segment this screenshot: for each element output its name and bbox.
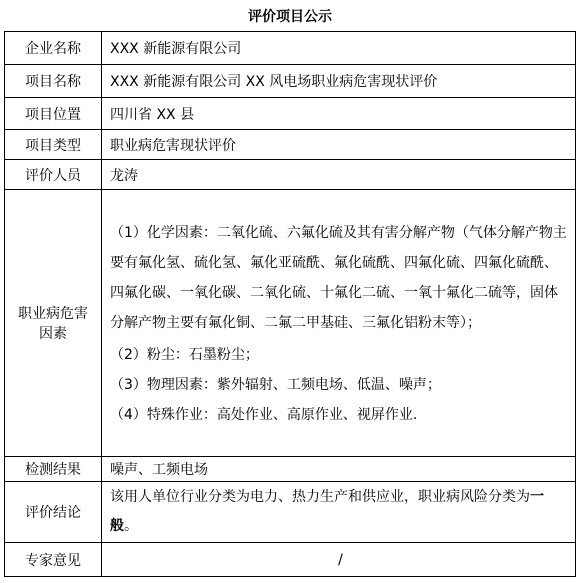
table-row-expert-opinion xyxy=(5,543,576,577)
test-result-label: 检测结果 xyxy=(5,457,102,482)
project-type-value: 职业病危害现状评价 xyxy=(102,130,576,160)
hazards-label-line1: 职业病危害 xyxy=(18,306,88,322)
hazards-label-line2: 因素 xyxy=(39,326,67,342)
project-name-value: XXX 新能源有限公司 XX 风电场职业病危害现状评价 xyxy=(102,65,576,98)
table-row-location xyxy=(5,98,576,130)
hazards-value xyxy=(102,190,576,457)
table-row-company xyxy=(5,32,576,65)
table-row-project-type xyxy=(5,130,576,160)
conclusion-text: 该用人单位行业分类为电力、热力生产和供应业，职业病风险分类为 xyxy=(110,489,530,505)
expert-opinion-value: / xyxy=(102,543,576,577)
page-title: 评价项目公示 xyxy=(248,9,332,25)
expert-opinion-label: 专家意见 xyxy=(5,543,102,577)
project-type-label: 项目类型 xyxy=(5,130,102,160)
table-row-hazards xyxy=(5,190,576,457)
company-value: XXX 新能源有限公司 xyxy=(102,32,576,65)
project-name-label: 项目名称 xyxy=(5,65,102,98)
table-row-project-name xyxy=(5,65,576,98)
table-row-test-result xyxy=(5,457,576,482)
hazard-special: （4）特殊作业：高处作业、高原作业、视屏作业. xyxy=(110,407,418,423)
hazard-chemical: （1）化学因素：二氧化硫、六氟化硫及其有害分解产物（气体分解产物主要有氟化氢、硫化氢、氟化亚硫酰、氟化硫酰、四氟化硫、四氟化硫酰、四氟化碳、一氧化碳、二氧化硫、十氟化二硫、一氧十氟化二硫等，固体分解产物主要有氟化铜、二氟二甲基硅、三氟化铝粉末等）； xyxy=(110,225,567,331)
evaluator-label: 评价人员 xyxy=(5,160,102,190)
company-label: 企业名称 xyxy=(5,32,102,65)
conclusion-risk-level: 一般 xyxy=(110,489,544,534)
hazards-label xyxy=(5,190,102,457)
conclusion-end: 。 xyxy=(124,518,138,534)
conclusion-value xyxy=(102,482,576,543)
location-value: 四川省 XX 县 xyxy=(102,98,576,130)
conclusion-label: 评价结论 xyxy=(5,482,102,543)
location-label: 项目位置 xyxy=(5,98,102,130)
evaluator-value: 龙涛 xyxy=(102,160,576,190)
table-row-evaluator xyxy=(5,160,576,190)
project-info-table xyxy=(4,31,576,577)
hazard-physical: （3）物理因素：紫外辐射、工频电场、低温、噪声； xyxy=(110,377,441,393)
table-row-conclusion xyxy=(5,482,576,543)
hazard-dust: （2）粉尘：石墨粉尘； xyxy=(110,347,259,363)
test-result-value: 噪声、工频电场 xyxy=(102,457,576,482)
